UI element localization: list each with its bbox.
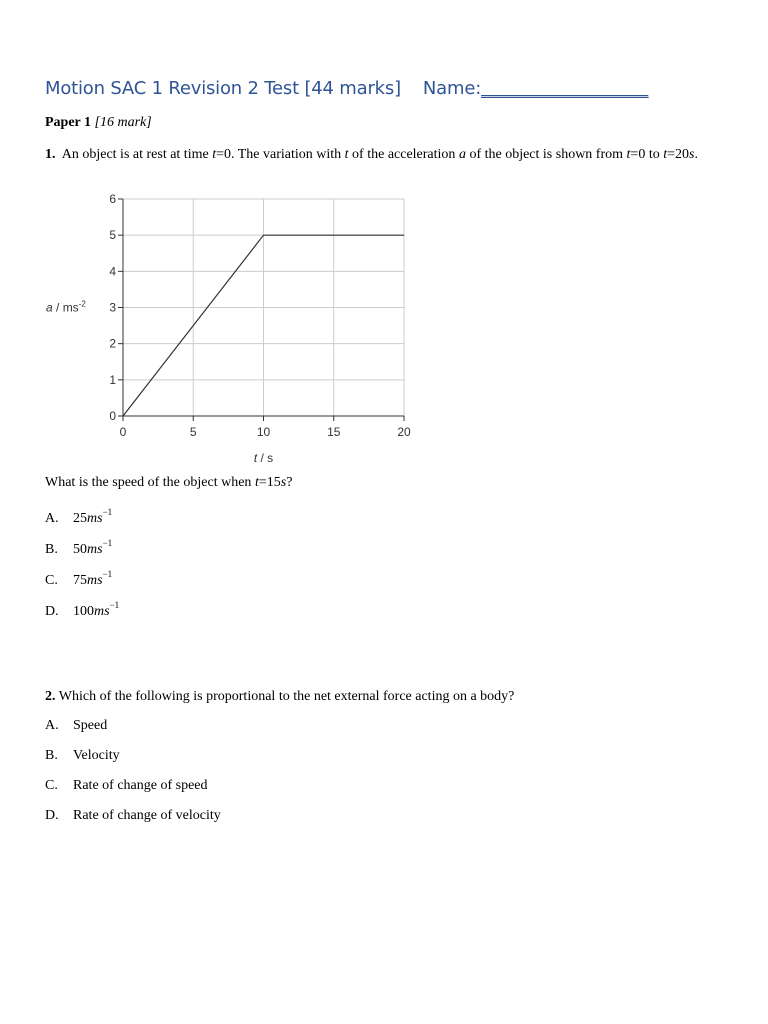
option-unit-exponent: −1 bbox=[102, 538, 113, 548]
y-tick-label: 3 bbox=[109, 300, 116, 315]
paper-marks: [16 mark] bbox=[94, 115, 152, 130]
y-tick-label: 0 bbox=[109, 409, 116, 423]
question-2-option-c[interactable] bbox=[45, 778, 208, 794]
question-1-text-run: . bbox=[694, 147, 698, 162]
question-1-text-run: =20 bbox=[667, 147, 690, 162]
option-unit-exponent: −1 bbox=[109, 600, 120, 610]
option-letter: B. bbox=[45, 748, 58, 763]
y-tick-label: 2 bbox=[109, 336, 116, 351]
question-2-text: Which of the following is proportional to the net external force acting on a body? bbox=[58, 689, 515, 704]
question-1-text-run: =0. The variation with bbox=[216, 147, 345, 162]
x-tick-label: 0 bbox=[119, 425, 127, 439]
question-1-text-run: t bbox=[344, 147, 349, 162]
question-1-prompt bbox=[45, 475, 292, 491]
paper-label: Paper 1 bbox=[45, 115, 92, 130]
option-letter: B. bbox=[45, 542, 58, 557]
option-value: 25 bbox=[73, 511, 87, 526]
question-1-option-a[interactable] bbox=[45, 507, 112, 527]
option-value: 50 bbox=[73, 542, 87, 557]
option-letter: C. bbox=[45, 573, 58, 588]
option-letter: D. bbox=[45, 604, 59, 619]
question-1-text-run: of the object is shown from bbox=[465, 147, 627, 162]
option-unit: ms bbox=[87, 573, 103, 588]
page-title bbox=[45, 78, 648, 99]
question-1-prompt-run: t bbox=[254, 475, 259, 490]
question-1-prompt-run: =15 bbox=[258, 475, 281, 490]
question-1-option-c[interactable] bbox=[45, 569, 112, 589]
option-unit-exponent: −1 bbox=[102, 569, 113, 579]
option-value: 75 bbox=[73, 573, 87, 588]
y-axis-label: a / $ms^{-2}$ bbox=[46, 299, 86, 315]
question-1-text-run: s bbox=[689, 147, 695, 162]
y-tick-label: 1 bbox=[109, 372, 116, 387]
acceleration-time-chart bbox=[40, 188, 420, 468]
option-unit-exponent: −1 bbox=[102, 507, 113, 517]
question-1-text-run: t bbox=[212, 147, 217, 162]
option-value: 100 bbox=[73, 604, 94, 619]
x-tick-label: 15 bbox=[327, 425, 341, 439]
question-2-option-b[interactable] bbox=[45, 748, 120, 764]
x-axis-label: t / s bbox=[253, 451, 274, 465]
question-1-text-run: t bbox=[626, 147, 631, 162]
option-unit: ms bbox=[87, 542, 103, 557]
y-tick-label: 6 bbox=[109, 192, 116, 206]
question-2-stem bbox=[45, 689, 514, 705]
option-letter: C. bbox=[45, 778, 58, 793]
x-tick-label: 10 bbox=[256, 425, 271, 439]
paper-heading bbox=[45, 115, 152, 131]
option-letter: A. bbox=[45, 511, 59, 526]
name-label: Name: bbox=[422, 78, 482, 99]
question-1-option-b[interactable] bbox=[45, 538, 112, 558]
question-2-number: 2. bbox=[45, 689, 56, 704]
question-1-stem bbox=[45, 146, 725, 163]
question-1-text-run: An object is at rest at time bbox=[61, 147, 213, 162]
y-tick-label: 5 bbox=[109, 228, 116, 243]
question-1-text-run: a bbox=[458, 147, 466, 162]
question-2-option-d[interactable] bbox=[45, 808, 221, 824]
question-1-text-run: =0 to bbox=[630, 147, 664, 162]
question-1-text bbox=[62, 147, 698, 162]
option-text: Rate of change of velocity bbox=[73, 808, 221, 823]
option-unit: ms bbox=[94, 604, 110, 619]
y-tick-label: 4 bbox=[109, 264, 116, 279]
question-1-number: 1. bbox=[45, 147, 56, 162]
question-2-option-a[interactable] bbox=[45, 718, 107, 734]
question-1-text-run: of the acceleration bbox=[348, 147, 459, 162]
question-1-prompt-run: What is the speed of the object when bbox=[45, 475, 255, 490]
test-title: Motion SAC 1 Revision 2 Test [44 marks] bbox=[45, 78, 401, 99]
question-1-text-run: t bbox=[663, 147, 668, 162]
x-tick-label: 20 bbox=[397, 425, 411, 439]
question-1-option-d[interactable] bbox=[45, 600, 119, 620]
option-text: Velocity bbox=[73, 748, 120, 763]
option-text: Rate of change of speed bbox=[73, 778, 208, 793]
option-unit: ms bbox=[87, 511, 103, 526]
option-letter: A. bbox=[45, 718, 59, 733]
x-tick-label: 5 bbox=[189, 425, 197, 439]
question-1-prompt-run: s bbox=[280, 475, 287, 490]
name-blank-line: ___________________ bbox=[481, 78, 649, 99]
option-letter: D. bbox=[45, 808, 59, 823]
question-1-prompt-run: ? bbox=[286, 475, 293, 490]
option-text: Speed bbox=[73, 718, 108, 733]
